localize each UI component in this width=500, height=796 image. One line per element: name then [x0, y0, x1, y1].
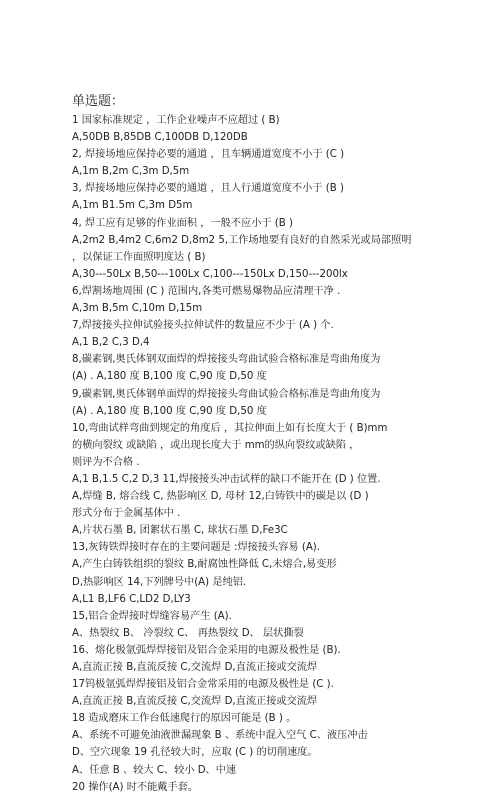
- text-line: A,3m B,5m C,10m D,15m: [72, 303, 203, 315]
- text-line: D,热影响区 14,下列牌号中(A) 是纯铝.: [72, 576, 247, 588]
- text-line: A、任意 B 、较大 C、较小 D、中速: [72, 764, 237, 776]
- text-line: 16、熔化极氩弧焊焊接铝及铝合金采用的电源及极性是 (B).: [72, 644, 341, 656]
- text-line: A、系统不可避免油液泄漏现象 B 、系统中混入空气 C、液压冲击: [72, 730, 368, 742]
- text-line: (A) . A,180 度 B,100 度 C,90 度 D,50 度: [72, 371, 267, 383]
- text-line: D、空穴现象 19 孔径较大时，应取 (C ) 的切削速度。: [72, 747, 318, 759]
- text-line: 2, 焊接场地应保持必要的通道 ，且车辆通道宽度不小于 (C ): [72, 149, 345, 161]
- text-line: 15,铝合金焊接时焊缝容易产生 (A).: [72, 610, 232, 622]
- question-list: [72, 112, 492, 796]
- text-line: 的横向裂纹 或缺陷 ，或出现长度大于 mm的纵向裂纹或缺陷 ，: [72, 439, 360, 451]
- text-line: ，以保证工作面照明度达 ( B): [72, 251, 206, 263]
- text-line: A、热裂纹 B、 冷裂纹 C、 再热裂纹 D、 层状撕裂: [72, 627, 304, 639]
- text-line: A,片状石墨 B, 团絮状石墨 C, 球状石墨 D,Fe3C: [72, 525, 288, 537]
- text-line: A,直流正接 B,直流反接 C,交流焊 D,直流正接或交流焊: [72, 662, 318, 673]
- text-line: 4, 焊工应有足够的作业面积 ，一般不应小于 (B ): [72, 217, 293, 229]
- text-line: A,2m2 B,4m2 C,6m2 D,8m2 5,工作场地要有良好的自然采光或局部照明: [72, 234, 412, 246]
- text-line: 10,弯曲试样弯曲到规定的角度后 ，其拉伸面上如有长度大于 ( B)mm: [72, 422, 388, 434]
- text-line: A,产生白铸铁组织的裂纹 B,耐腐蚀性降低 C,未熔合,易变形: [72, 559, 337, 571]
- section-heading: 单选题：: [72, 94, 125, 109]
- text-line: (A) . A,180 度 B,100 度 C,90 度 D,50 度: [72, 405, 267, 417]
- text-line: A,1m B,2m C,3m D,5m: [72, 166, 190, 178]
- text-line: 20 操作(A) 时不能戴手套。: [72, 781, 199, 793]
- text-line: A,L1 B,LF6 C,LD2 D,LY3: [72, 593, 191, 605]
- text-line: A,1 B,2 C,3 D,4: [72, 337, 150, 349]
- text-line: 7,焊接接头拉伸试验接头拉伸试件的数量应不少于 (A ) 个.: [72, 320, 334, 332]
- text-line: 9,碳素钢,奥氏体钢单面焊的焊接接头弯曲试验合格标准是弯曲角度为: [72, 388, 381, 400]
- text-line: A,30---50Lx B,50---100Lx C,100---150Lx D,150---200lx: [72, 268, 348, 280]
- text-line: A,焊缝 B, 熔合线 C, 热影响区 D, 母材 12,白铸铁中的碳是以 (D ): [72, 491, 369, 503]
- text-line: 17钨极氩弧焊焊接铝及铝合金常采用的电源及极性是 (C ).: [72, 679, 334, 691]
- text-line: A,50DB B,85DB C,100DB D,120DB: [72, 132, 248, 144]
- text-line: 则评为不合格 .: [72, 456, 140, 468]
- text-line: A,直流正接 B,直流反接 C,交流焊 D,直流正接或交流焊: [72, 696, 318, 708]
- text-line: A,1 B,1.5 C,2 D,3 11,焊接接头冲击试样的缺口不能开在 (D ) 位置.: [72, 473, 381, 485]
- text-line: 形式分布于金属基体中 .: [72, 508, 181, 520]
- text-line: 8,碳素钢,奥氏体钢双面焊的焊接接头弯曲试验合格标准是弯曲角度为: [72, 354, 381, 366]
- text-line: 6,焊割场地周围 (C ) 范围内,各类可燃易爆物品应清理干净 .: [72, 285, 341, 297]
- text-line: 1 国家标准规定 ，工作企业噪声不应超过 ( B): [72, 115, 280, 126]
- text-line: 13,灰铸铁焊接时存在的主要问题是 :焊接接头容易 (A).: [72, 542, 321, 554]
- text-line: 3, 焊接场地应保持必要的通道 ，且人行通道宽度不小于 (B ): [72, 183, 344, 195]
- text-line: 18 造成磨床工作台低速爬行的原因可能是 (B ) 。: [72, 713, 297, 725]
- text-line: A,1m B1.5m C,3m D5m: [72, 200, 193, 212]
